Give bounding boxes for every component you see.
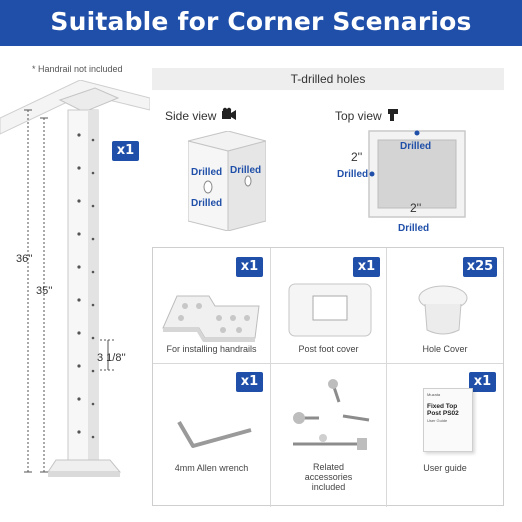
- height-35-label: 35'': [36, 285, 53, 297]
- handrail-note: * Handrail not included: [32, 64, 123, 74]
- top-size-bottom: 2'': [410, 201, 422, 215]
- post-illustration: [0, 80, 150, 522]
- top-drilled-top: Drilled: [400, 141, 432, 152]
- top-view-label: Top view: [335, 109, 382, 123]
- l-bracket-plate-icon: [159, 288, 263, 344]
- user-guide-booklet-icon: [423, 388, 473, 452]
- accessories-panel: [152, 247, 504, 506]
- accessory-cell-hole-cover: [387, 248, 503, 364]
- side-view-post: [188, 131, 266, 231]
- foot-cover-icon: [287, 280, 373, 340]
- guide-title: Fixed Top Post PS02: [427, 403, 459, 417]
- video-camera-icon: [221, 107, 237, 121]
- allen-wrench-icon: [171, 416, 255, 456]
- accessory-cell-user-guide: [387, 364, 503, 507]
- guide-brand: Muzata: [427, 392, 441, 397]
- hole-cover-label: Hole Cover: [422, 344, 468, 354]
- bracket-label: For installing handrails: [166, 344, 257, 354]
- accessory-cell-foot-cover: [271, 248, 387, 364]
- side-drilled-bottom: Drilled: [191, 198, 223, 209]
- hole-cover-quantity-badge: x25: [463, 257, 497, 277]
- header-banner: [0, 0, 522, 46]
- guide-label: User guide: [423, 463, 467, 473]
- wrench-label: 4mm Allen wrench: [174, 463, 249, 473]
- top-size-left: 2'': [351, 150, 363, 164]
- top-view-icon: [387, 108, 399, 122]
- hole-spacing-label: 3 1/8'': [97, 352, 126, 364]
- wrench-quantity-badge: x1: [236, 372, 263, 392]
- page-title: Suitable for Corner Scenarios: [50, 7, 472, 36]
- side-drilled-left: Drilled: [191, 167, 223, 178]
- foot-cover-quantity-badge: x1: [353, 257, 380, 277]
- side-view-label: Side view: [165, 109, 217, 123]
- guide-quantity-badge: x1: [469, 372, 496, 392]
- post-quantity-badge: x1: [112, 141, 139, 161]
- screws-label: Related accessories included: [304, 462, 353, 492]
- foot-cover-label: Post foot cover: [298, 344, 359, 354]
- t-drilled-title: T-drilled holes: [152, 68, 504, 90]
- guide-subtitle: User Guide: [427, 418, 448, 423]
- top-drilled-bottom: Drilled: [398, 223, 430, 234]
- accessory-cell-screws: [271, 364, 387, 507]
- screws-bolts-icon: [289, 378, 375, 458]
- accessory-cell-bracket: [153, 248, 271, 364]
- hole-cover-cap-icon: [417, 282, 477, 338]
- accessory-cell-allen-wrench: [153, 364, 271, 507]
- bracket-quantity-badge: x1: [236, 257, 263, 277]
- side-drilled-right: Drilled: [230, 165, 262, 176]
- top-drilled-left: Drilled: [337, 169, 369, 180]
- height-36-label: 36'': [16, 253, 33, 265]
